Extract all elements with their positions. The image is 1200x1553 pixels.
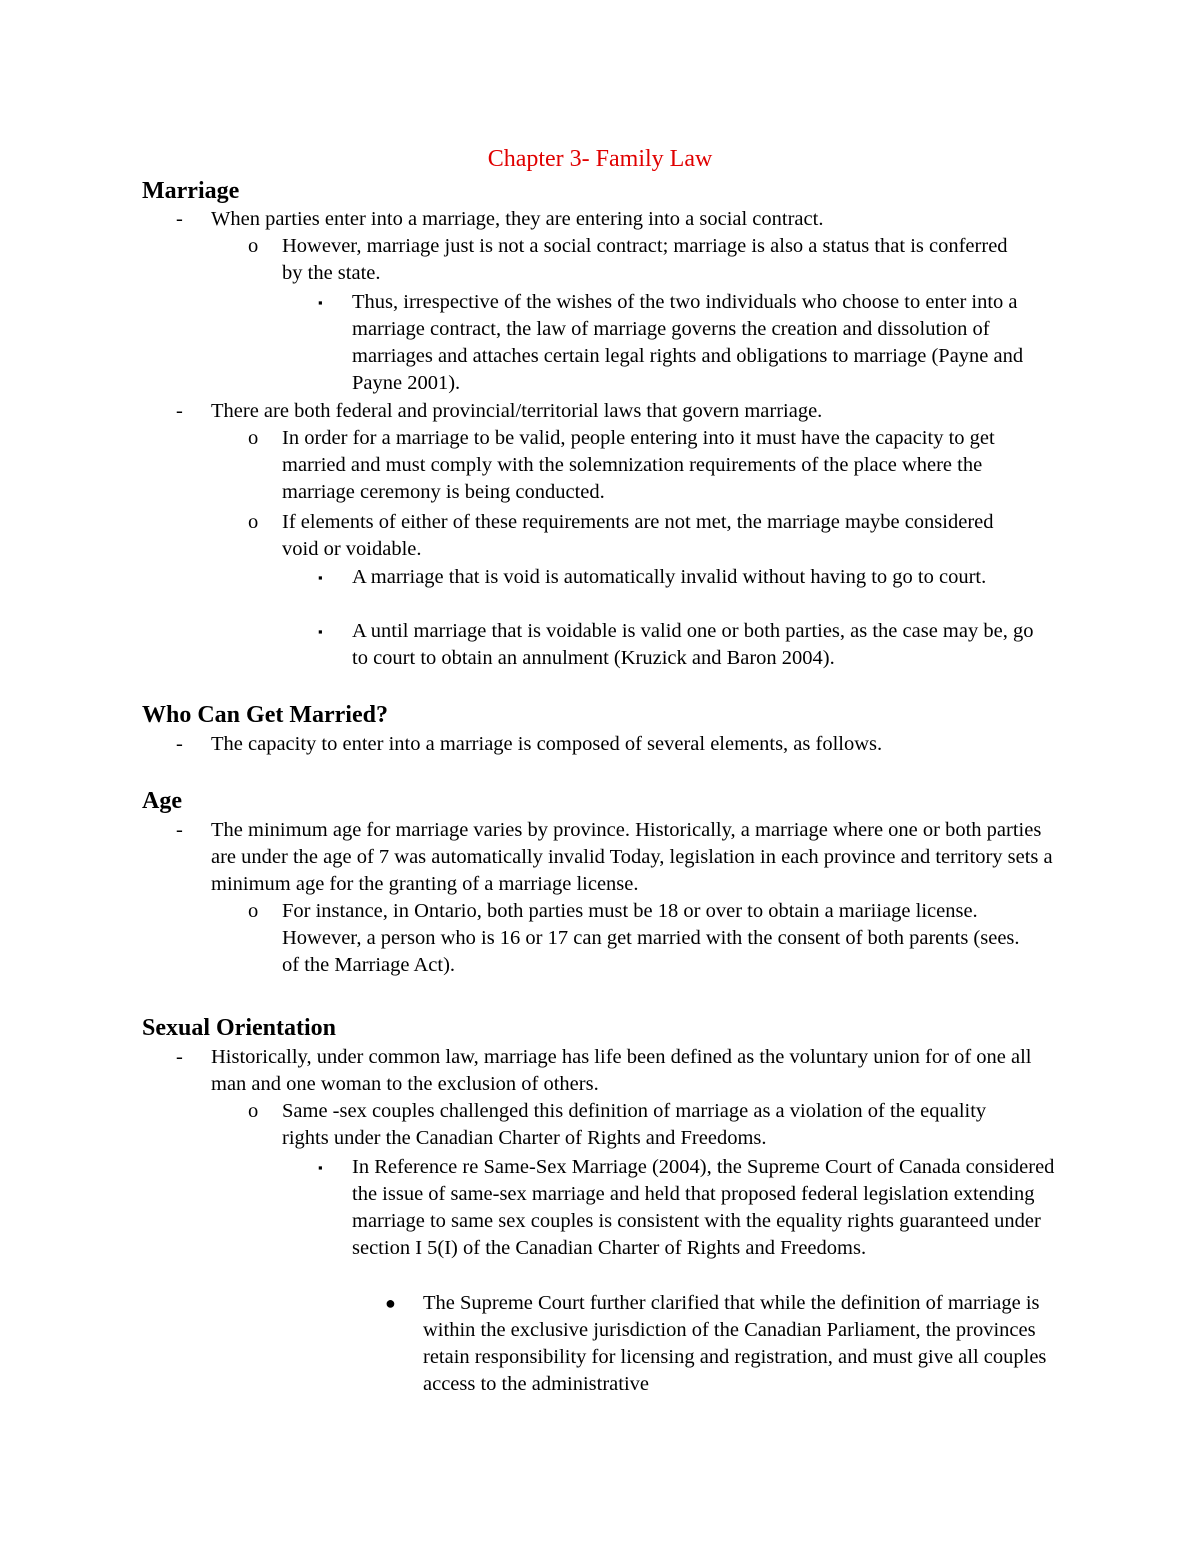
list-item: [385, 1290, 1058, 1398]
heading-age: Age: [142, 788, 182, 814]
heading-who-can-get-married: Who Can Get Married?: [142, 702, 388, 728]
round-bullet-icon: ●: [385, 1293, 396, 1313]
square-bullet-icon: ▪: [318, 624, 323, 639]
circle-marker: o: [248, 427, 259, 449]
list-item: [248, 509, 1017, 563]
list-item: [176, 817, 1056, 898]
paragraph: In order for a marriage to be valid, people entering into it must have the capacity to get married and must comply with the solemnization requirements of the place where the marriage ceremony is being conducted.: [282, 427, 995, 503]
dash-marker: -: [176, 733, 183, 755]
list-item: [318, 289, 1072, 397]
list-item: [318, 618, 1052, 672]
list-item: [318, 564, 1052, 591]
dash-marker: -: [176, 208, 183, 230]
paragraph: For instance, in Ontario, both parties must be 18 or over to obtain a mariiage license. However, a person who is 16 or 17 can get married with the consent of both parents (sees. of the Marriage Act).: [282, 900, 1020, 976]
paragraph: Same -sex couples challenged this definition of marriage as a violation of the equality rights under the Canadian Charter of Rights and Freedoms.: [282, 1100, 987, 1149]
square-bullet-icon: ▪: [318, 1160, 323, 1175]
circle-marker: o: [248, 1100, 259, 1122]
list-item: [176, 206, 1071, 233]
list-item: [248, 233, 1032, 287]
paragraph: The Supreme Court further clarified that while the definition of marriage is within the exclusive jurisdiction of the Canadian Parliament, the provinces retain responsibility for licensing and registration, and must give all couples access to the administrative: [423, 1292, 1047, 1395]
list-item: [248, 425, 1052, 506]
list-item: [318, 1154, 1057, 1262]
list-item: [176, 1044, 1071, 1098]
paragraph: There are both federal and provincial/territorial laws that govern marriage.: [211, 400, 823, 422]
dash-marker: -: [176, 1046, 183, 1068]
paragraph: Historically, under common law, marriage has life been defined as the voluntary union for of one all man and one woman to the exclusion of others.: [211, 1046, 1032, 1095]
list-item: [176, 398, 1071, 425]
list-item: [176, 731, 1071, 758]
list-item: [248, 1098, 1027, 1152]
paragraph: In Reference re Same-Sex Marriage (2004), the Supreme Court of Canada considered the issue of same-sex marriage and held that proposed federal legislation extending marriage to same sex couples is consistent with the equality rights guaranteed under section I 5(I) of the Canadian Charter of Rights and Freedoms.: [352, 1156, 1055, 1259]
square-bullet-icon: ▪: [318, 295, 323, 310]
paragraph: A marriage that is void is automatically invalid without having to go to court.: [352, 566, 987, 588]
paragraph: However, marriage just is not a social contract; marriage is also a status that is conferred by the state.: [282, 235, 1008, 284]
heading-sexual-orientation: Sexual Orientation: [142, 1015, 337, 1041]
paragraph: Thus, irrespective of the wishes of the two individuals who choose to enter into a marriage contract, the law of marriage governs the creation and dissolution of marriages and attaches certain legal rights and obligations to marriage (Payne and Payne 2001).: [352, 291, 1024, 394]
circle-marker: o: [248, 511, 259, 533]
heading-marriage: Marriage: [142, 178, 240, 204]
dash-marker: -: [176, 819, 183, 841]
document-title: Chapter 3- Family Law: [487, 146, 713, 172]
paragraph: If elements of either of these requirements are not met, the marriage maybe considered void or voidable.: [282, 511, 994, 560]
paragraph: A until marriage that is voidable is valid one or both parties, as the case may be, go to court to obtain an annulment (Kruzick and Baron 2004).: [352, 620, 1034, 669]
paragraph: When parties enter into a marriage, they are entering into a social contract.: [211, 208, 824, 230]
square-bullet-icon: ▪: [318, 570, 323, 585]
circle-marker: o: [248, 235, 259, 257]
list-item: [248, 898, 1037, 979]
dash-marker: -: [176, 400, 183, 422]
paragraph: The capacity to enter into a marriage is composed of several elements, as follows.: [211, 733, 883, 755]
paragraph: The minimum age for marriage varies by province. Historically, a marriage where one or both parties are under the age of 7 was automatically invalid Today, legislation in each province and territory sets a minimum age for the granting of a marriage license.: [211, 819, 1053, 895]
circle-marker: o: [248, 900, 259, 922]
